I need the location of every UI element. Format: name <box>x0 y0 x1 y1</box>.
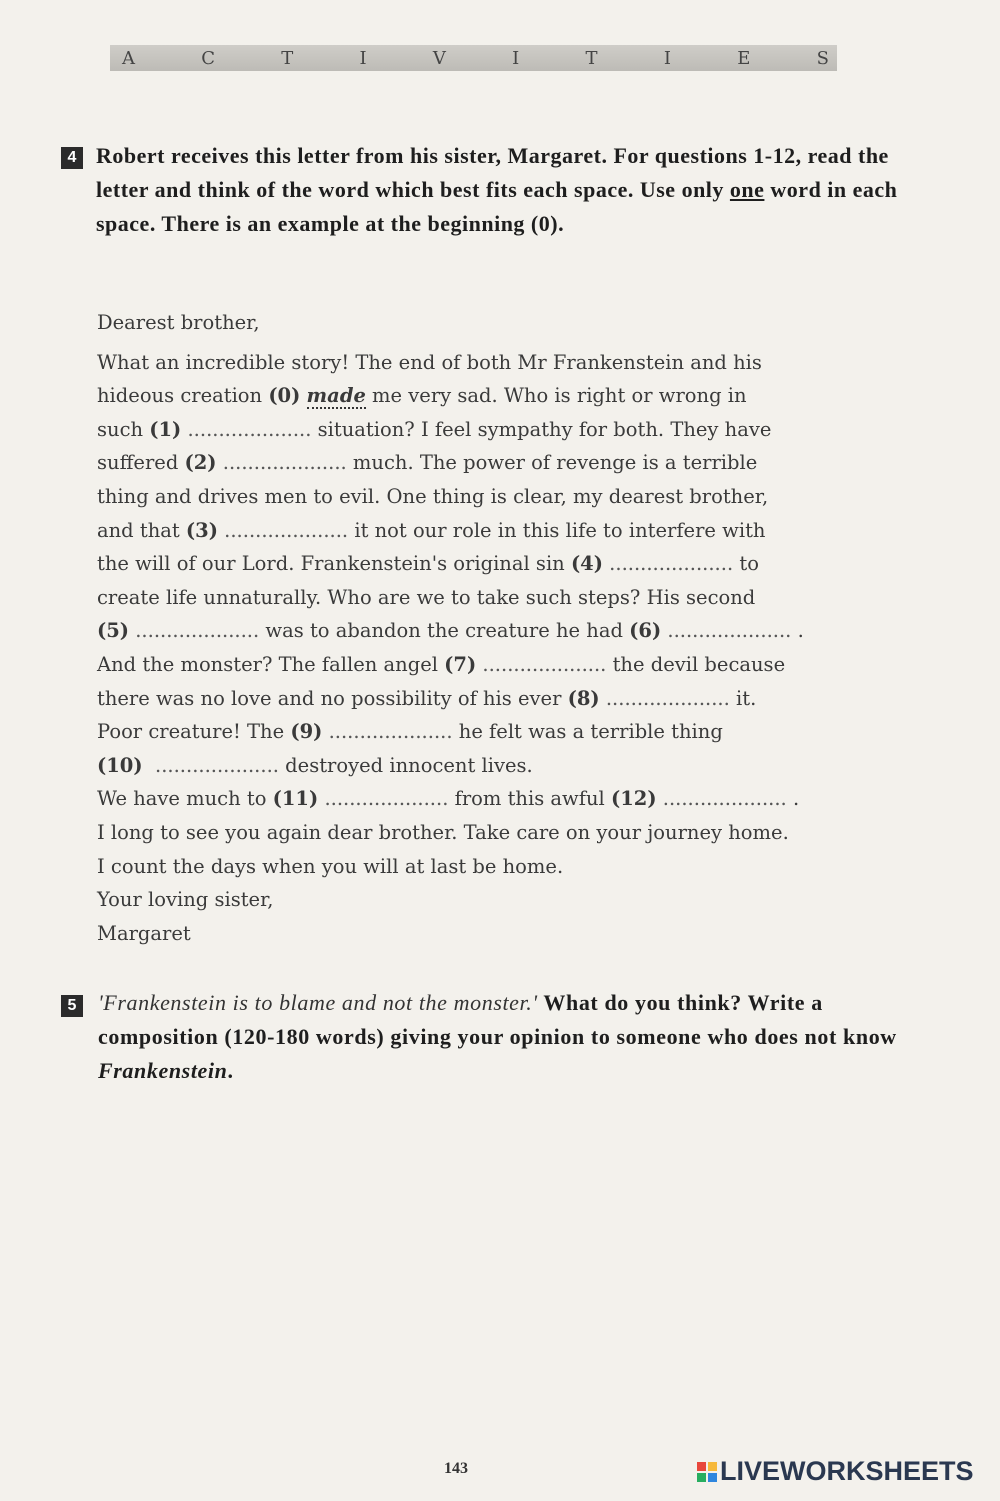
page-number: 143 <box>444 1460 468 1477</box>
letter-line: there was no love and no possibility of his ever (8) .................... it. <box>97 682 887 716</box>
letter-greeting: Dearest brother, <box>97 311 260 334</box>
gap-3[interactable]: .................... <box>224 518 349 542</box>
exercise-number-badge: 5 <box>61 995 83 1017</box>
banner-letter: I <box>359 47 367 69</box>
letter-line: thing and drives men to evil. One thing is clear, my dearest brother, <box>97 484 769 508</box>
letter-body <box>97 306 887 950</box>
gap-2[interactable]: .................... <box>222 451 347 475</box>
gap-11[interactable]: .................... <box>324 787 449 811</box>
letter-line: (10) .................... destroyed innocent lives. <box>97 749 887 783</box>
letter-line: suffered (2) .................... much. The power of revenge is a terrible <box>97 446 887 480</box>
exercise-5 <box>61 986 941 1088</box>
letter-line: (5) .................... was to abandon the creature he had (6) .................... . <box>97 614 887 648</box>
letter-signature: Margaret <box>97 921 191 945</box>
banner-letter: I <box>663 47 671 69</box>
banner-letter: I <box>512 47 520 69</box>
letter-line: I count the days when you will at last be home. <box>97 854 564 878</box>
letter-closing: Your loving sister, <box>97 888 274 912</box>
gap-5[interactable]: .................... <box>135 619 260 643</box>
banner-letter: S <box>816 47 829 69</box>
banner-letter: T <box>585 47 598 69</box>
liveworksheets-logo <box>697 1456 974 1487</box>
gap-4[interactable]: .................... <box>609 552 734 576</box>
letter-line: such (1) .................... situation? I feel sympathy for both. They have <box>97 413 887 447</box>
banner-letter: E <box>737 47 751 69</box>
letter-line: And the monster? The fallen angel (7) .................... the devil because <box>97 648 887 682</box>
exercise-instructions: 'Frankenstein is to blame and not the monster.' What do you think? Write a composition (120-180 words) giving your opinion to someone who does not know Frankenstein. <box>98 990 897 1083</box>
activities-banner <box>110 45 837 71</box>
banner-letter: V <box>432 47 446 69</box>
letter-line: create life unnaturally. Who are we to take such steps? His second <box>97 585 756 609</box>
letter-line: What an incredible story! The end of both Mr Frankenstein and his <box>97 350 762 374</box>
banner-letter: C <box>201 47 216 69</box>
letter-line: I long to see you again dear brother. Take care on your journey home. <box>97 820 789 844</box>
gap-10[interactable]: .................... <box>155 753 279 777</box>
letter-line: and that (3) .................... it not our role in this life to interfere with <box>97 514 887 548</box>
gap-7[interactable]: .................... <box>482 652 607 676</box>
banner-letter: A <box>122 47 135 69</box>
exercise-4 <box>61 139 941 241</box>
gap-12[interactable]: .................... <box>662 787 787 811</box>
logo-icon <box>697 1462 717 1482</box>
letter-line: hideous creation (0) made me very sad. Who is right or wrong in <box>97 384 747 408</box>
exercise-number-badge: 4 <box>61 147 83 169</box>
banner-letter: T <box>281 47 294 69</box>
exercise-instructions: Robert receives this letter from his sister, Margaret. For questions 1-12, read the letter and think of the word which best fits each space. Use only one word in each space. There is an example at the beginning (0). <box>96 143 898 236</box>
letter-line: We have much to (11) .................... from this awful (12) .................... . <box>97 782 887 816</box>
example-answer: made <box>306 384 366 408</box>
logo-text: LIVEWORKSHEETS <box>720 1456 974 1486</box>
gap-1[interactable]: .................... <box>187 417 312 441</box>
gap-6[interactable]: .................... <box>667 619 792 643</box>
letter-line: the will of our Lord. Frankenstein's original sin (4) .................... to <box>97 547 887 581</box>
letter-line: Poor creature! The (9) .................... he felt was a terrible thing <box>97 715 887 749</box>
gap-9[interactable]: .................... <box>328 720 453 744</box>
gap-8[interactable]: .................... <box>605 686 730 710</box>
